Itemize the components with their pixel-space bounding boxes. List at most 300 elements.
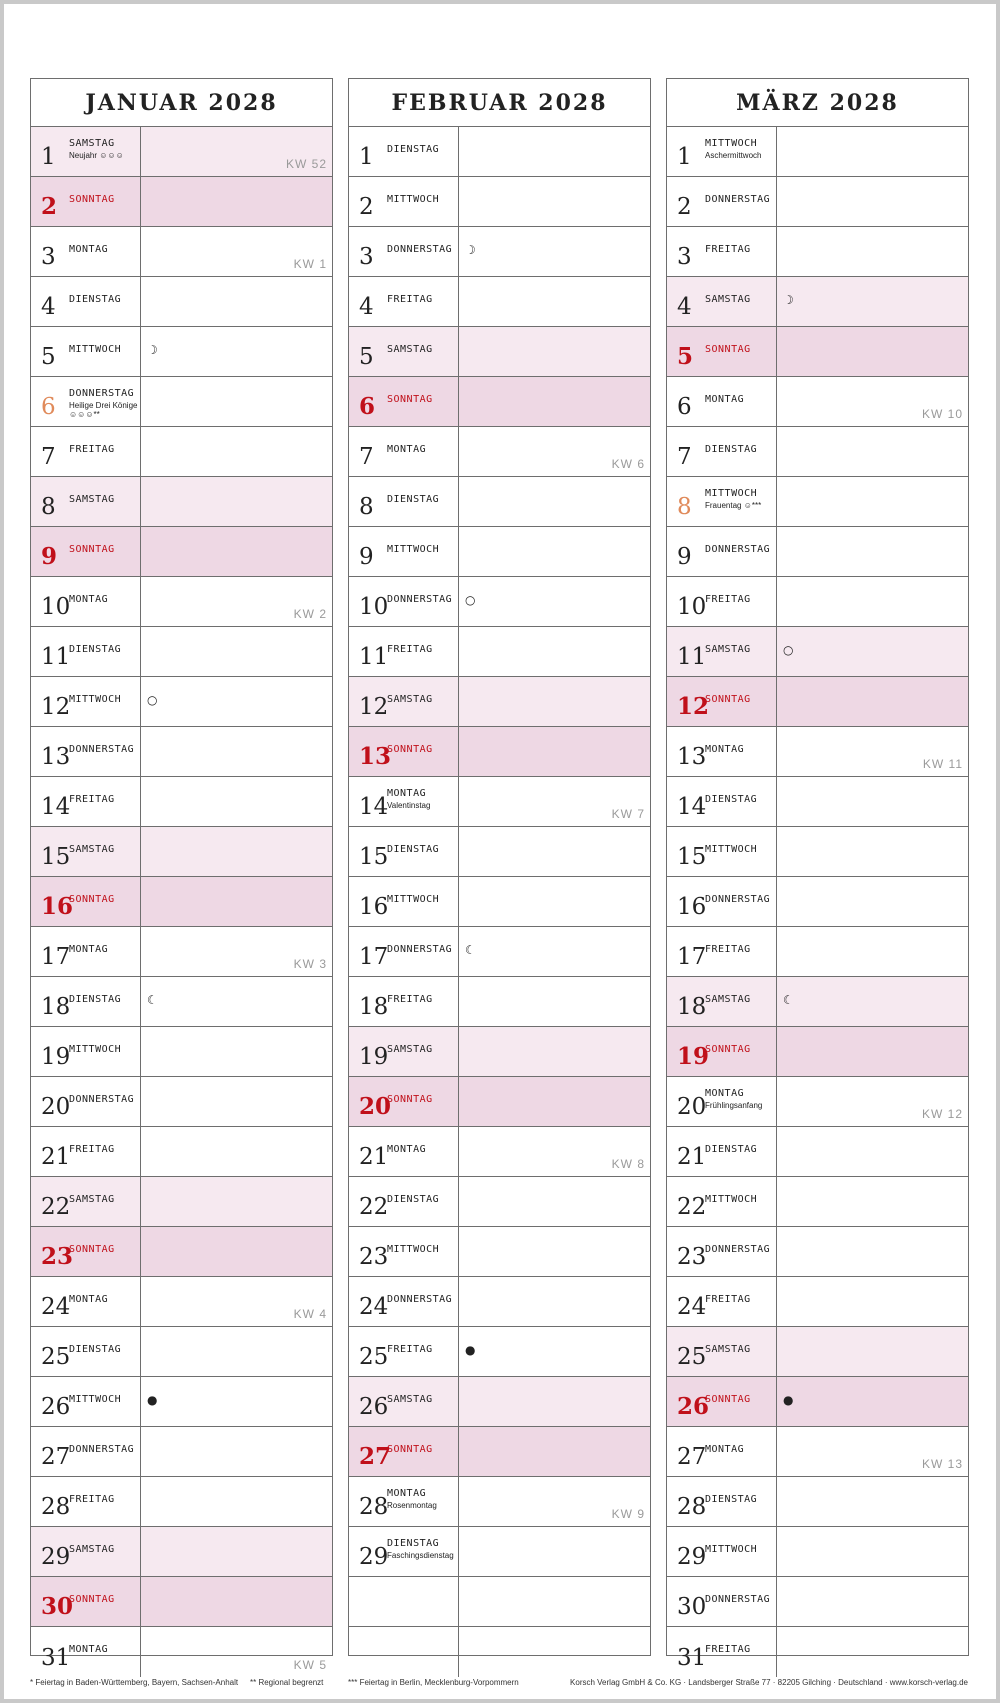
weekday-label: MONTAG	[69, 1294, 109, 1305]
moon-phase-icon: ☽	[465, 243, 476, 257]
day-label-cell	[31, 277, 141, 326]
day-row[interactable]	[31, 777, 332, 827]
footer-note-berlin-mv: *** Feiertag in Berlin, Mecklenburg-Vorpommern	[348, 1678, 519, 1687]
moon-phase-icon: ☽	[783, 293, 794, 307]
weekday-label: MONTAG	[705, 1444, 745, 1455]
day-number: 29	[41, 1544, 71, 1570]
day-label-cell	[31, 1177, 141, 1226]
day-label-cell	[31, 127, 141, 176]
calendar-sheet	[4, 4, 996, 1699]
weekday-label: DONNERSTAG	[69, 1444, 135, 1455]
day-number: 21	[359, 1144, 389, 1170]
weekday-label: MONTAG	[705, 394, 745, 405]
weekday-label: DONNERSTAG	[705, 544, 771, 555]
weekday-label: SAMSTAG	[705, 294, 751, 305]
day-row[interactable]	[667, 127, 968, 177]
day-number: 25	[677, 1344, 707, 1370]
day-number: 10	[41, 594, 71, 620]
day-row[interactable]	[349, 727, 650, 777]
day-number: 28	[359, 1494, 389, 1520]
weekday-label: DIENSTAG	[69, 644, 122, 655]
day-number: 2	[41, 193, 58, 220]
day-row[interactable]	[667, 477, 968, 527]
day-row[interactable]	[31, 177, 332, 227]
week-number: KW 6	[611, 457, 645, 471]
day-number: 20	[677, 1094, 707, 1120]
weekday-label: MONTAG	[69, 944, 109, 955]
day-row[interactable]	[349, 127, 650, 177]
day-number: 18	[41, 994, 71, 1020]
day-row[interactable]	[349, 1577, 650, 1627]
day-row[interactable]	[349, 1427, 650, 1477]
day-number: 18	[677, 994, 707, 1020]
day-row[interactable]	[349, 677, 650, 727]
day-row[interactable]	[31, 277, 332, 327]
day-number: 22	[677, 1194, 707, 1220]
day-label-cell	[349, 1477, 459, 1526]
weekday-label: DONNERSTAG	[387, 244, 453, 255]
day-row[interactable]	[667, 1527, 968, 1577]
day-number: 9	[677, 544, 692, 570]
day-label-cell	[349, 777, 459, 826]
weekday-label: SAMSTAG	[705, 1344, 751, 1355]
day-row[interactable]	[667, 427, 968, 477]
day-row[interactable]	[31, 1077, 332, 1127]
moon-phase-icon: ☾	[147, 993, 158, 1007]
day-row[interactable]	[31, 127, 332, 177]
holiday-note: Frauentag ☺***	[705, 501, 762, 510]
weekday-label: SAMSTAG	[69, 844, 115, 855]
weekday-label: MITTWOCH	[69, 694, 122, 705]
day-label-cell	[31, 1427, 141, 1476]
day-row[interactable]	[31, 227, 332, 277]
week-number: KW 2	[293, 607, 327, 621]
day-number: 22	[41, 1194, 71, 1220]
day-row[interactable]	[667, 777, 968, 827]
day-label-cell	[349, 377, 459, 426]
day-label-cell	[349, 1177, 459, 1226]
moon-phase-icon: ☽	[147, 343, 158, 357]
day-label-cell	[667, 777, 777, 826]
weekday-label: SONNTAG	[69, 544, 115, 555]
day-number: 21	[41, 1144, 71, 1170]
weekday-label: DIENSTAG	[387, 494, 440, 505]
day-row[interactable]	[667, 677, 968, 727]
day-row[interactable]	[667, 1177, 968, 1227]
day-label-cell	[349, 527, 459, 576]
day-row[interactable]	[667, 527, 968, 577]
weekday-label: DIENSTAG	[69, 994, 122, 1005]
day-label-cell	[31, 1077, 141, 1126]
weekday-label: FREITAG	[705, 944, 751, 955]
day-number: 17	[41, 944, 71, 970]
day-row[interactable]	[349, 1327, 650, 1377]
moon-phase-icon: ○	[465, 593, 476, 607]
day-number: 4	[359, 294, 374, 320]
day-row[interactable]	[31, 877, 332, 927]
weekday-label: SONNTAG	[387, 1444, 433, 1455]
day-row[interactable]	[31, 1127, 332, 1177]
weekday-label: SAMSTAG	[387, 1044, 433, 1055]
day-number: 19	[41, 1044, 71, 1070]
day-label-cell	[31, 377, 141, 426]
weekday-label: SONNTAG	[705, 1394, 751, 1405]
day-label-cell	[667, 1527, 777, 1576]
day-number: 30	[41, 1593, 74, 1620]
day-label-cell	[667, 727, 777, 776]
day-row[interactable]	[349, 1627, 650, 1677]
day-label-cell	[667, 477, 777, 526]
week-number: KW 9	[611, 1507, 645, 1521]
day-number: 21	[677, 1144, 707, 1170]
weekday-label: MITTWOCH	[387, 194, 440, 205]
day-label-cell	[667, 327, 777, 376]
weekday-label: DIENSTAG	[705, 1494, 758, 1505]
day-row[interactable]	[667, 1027, 968, 1077]
day-row[interactable]	[31, 1227, 332, 1277]
day-row[interactable]	[31, 577, 332, 627]
weekday-label: SONNTAG	[387, 1094, 433, 1105]
day-row[interactable]	[667, 927, 968, 977]
day-number: 6	[359, 393, 376, 420]
day-label-cell	[667, 1027, 777, 1076]
day-number: 19	[359, 1044, 389, 1070]
day-row[interactable]	[667, 727, 968, 777]
day-label-cell	[31, 1477, 141, 1526]
day-row[interactable]	[667, 177, 968, 227]
day-row[interactable]	[349, 1227, 650, 1277]
holiday-note: Faschingsdienstag	[387, 1551, 454, 1560]
day-label-cell	[349, 927, 459, 976]
weekday-label: FREITAG	[705, 594, 751, 605]
day-number: 20	[359, 1093, 392, 1120]
day-number: 2	[677, 194, 692, 220]
day-label-cell	[349, 577, 459, 626]
day-label-cell	[349, 677, 459, 726]
day-row[interactable]	[349, 627, 650, 677]
day-label-cell	[667, 1427, 777, 1476]
weekday-label: MONTAG	[387, 444, 427, 455]
weekday-label: SONNTAG	[387, 744, 433, 755]
day-number: 13	[41, 744, 71, 770]
weekday-label: SONNTAG	[705, 1044, 751, 1055]
day-row[interactable]	[667, 1477, 968, 1527]
day-number: 19	[677, 1043, 710, 1070]
day-label-cell	[667, 1627, 777, 1677]
weekday-label: SAMSTAG	[387, 1394, 433, 1405]
day-label-cell	[31, 777, 141, 826]
weekday-label: DIENSTAG	[69, 1344, 122, 1355]
weekday-label: SAMSTAG	[69, 1544, 115, 1555]
day-label-cell	[31, 877, 141, 926]
day-number: 26	[41, 1394, 71, 1420]
day-number: 11	[677, 644, 707, 670]
weekday-label: FREITAG	[387, 1344, 433, 1355]
day-row[interactable]	[31, 827, 332, 877]
day-label-cell	[349, 1127, 459, 1176]
day-label-cell	[667, 1277, 777, 1326]
day-label-cell	[349, 827, 459, 876]
day-row[interactable]	[31, 627, 332, 677]
day-row[interactable]	[31, 1527, 332, 1577]
day-row[interactable]	[667, 627, 968, 677]
weekday-label: DONNERSTAG	[69, 1094, 135, 1105]
day-number: 16	[677, 894, 707, 920]
day-row[interactable]	[667, 1327, 968, 1377]
day-label-cell	[667, 1377, 777, 1426]
day-row[interactable]	[31, 477, 332, 527]
holiday-note: Frühlingsanfang	[705, 1101, 763, 1110]
weekday-label: FREITAG	[69, 1494, 115, 1505]
day-label-cell	[31, 627, 141, 676]
weekday-label: MONTAG	[69, 594, 109, 605]
day-row[interactable]	[349, 1377, 650, 1427]
weekday-label: DONNERSTAG	[387, 944, 453, 955]
day-number: 22	[359, 1194, 389, 1220]
day-label-cell	[31, 727, 141, 776]
weekday-label: MITTWOCH	[69, 1394, 122, 1405]
weekday-label: MONTAG	[705, 744, 745, 755]
day-row[interactable]	[667, 1377, 968, 1427]
day-label-cell	[667, 527, 777, 576]
day-label-cell	[349, 727, 459, 776]
day-row[interactable]	[349, 927, 650, 977]
weekday-label: MITTWOCH	[705, 844, 758, 855]
month-column-februar	[348, 78, 651, 1656]
day-label-cell	[667, 1177, 777, 1226]
day-row[interactable]	[667, 377, 968, 427]
day-row[interactable]	[349, 477, 650, 527]
day-label-cell	[349, 877, 459, 926]
day-row[interactable]	[667, 577, 968, 627]
weekday-label: MITTWOCH	[705, 1544, 758, 1555]
day-row[interactable]	[349, 977, 650, 1027]
day-number: 5	[677, 343, 694, 370]
weekday-label: SAMSTAG	[705, 644, 751, 655]
day-label-cell	[667, 927, 777, 976]
day-row[interactable]	[349, 277, 650, 327]
weekday-label: DONNERSTAG	[705, 194, 771, 205]
day-row[interactable]	[667, 1077, 968, 1127]
day-row[interactable]	[31, 1627, 332, 1677]
day-number: 24	[677, 1294, 707, 1320]
day-number: 3	[677, 244, 692, 270]
day-label-cell	[349, 177, 459, 226]
day-row[interactable]	[31, 1177, 332, 1227]
day-number: 2	[359, 194, 374, 220]
weekday-label: SAMSTAG	[69, 494, 115, 505]
day-row[interactable]	[31, 427, 332, 477]
day-number: 9	[359, 544, 374, 570]
weekday-label: DIENSTAG	[705, 794, 758, 805]
day-row[interactable]	[349, 1277, 650, 1327]
day-label-cell	[31, 1627, 141, 1677]
day-row[interactable]	[667, 977, 968, 1027]
weekday-label: SONNTAG	[387, 394, 433, 405]
weekday-label: MITTWOCH	[705, 488, 758, 499]
day-number: 12	[359, 694, 389, 720]
day-row[interactable]	[31, 527, 332, 577]
day-label-cell	[667, 877, 777, 926]
weekday-label: MITTWOCH	[705, 1194, 758, 1205]
day-row[interactable]	[667, 877, 968, 927]
holiday-note: Aschermittwoch	[705, 151, 762, 160]
weekday-label: DIENSTAG	[387, 144, 440, 155]
day-row[interactable]	[349, 327, 650, 377]
day-row[interactable]	[349, 1477, 650, 1527]
weekday-label: DONNERSTAG	[387, 594, 453, 605]
day-label-cell	[31, 1277, 141, 1326]
day-row[interactable]	[667, 1127, 968, 1177]
day-label-cell	[349, 1627, 459, 1677]
day-row[interactable]	[349, 1527, 650, 1577]
day-number: 10	[677, 594, 707, 620]
day-number: 8	[41, 494, 56, 520]
day-number: 4	[41, 294, 56, 320]
day-row[interactable]	[349, 877, 650, 927]
day-row[interactable]	[667, 1227, 968, 1277]
weekday-label: FREITAG	[387, 994, 433, 1005]
day-row[interactable]	[31, 1427, 332, 1477]
weekday-label: FREITAG	[705, 244, 751, 255]
day-label-cell	[349, 1577, 459, 1626]
day-number: 24	[41, 1294, 71, 1320]
day-row[interactable]	[349, 177, 650, 227]
day-row[interactable]	[31, 1327, 332, 1377]
day-number: 4	[677, 294, 692, 320]
week-number: KW 10	[921, 407, 963, 421]
day-number: 20	[41, 1094, 71, 1120]
holiday-note: Heilige Drei Könige ☺☺☺**	[69, 401, 138, 419]
day-label-cell	[349, 477, 459, 526]
day-label-cell	[349, 977, 459, 1026]
month-column-maerz	[666, 78, 969, 1671]
day-number: 26	[359, 1394, 389, 1420]
weekday-label: SONNTAG	[69, 1244, 115, 1255]
day-row[interactable]	[31, 1577, 332, 1627]
day-row[interactable]	[31, 1377, 332, 1427]
day-row[interactable]	[667, 227, 968, 277]
day-number: 3	[359, 244, 374, 270]
day-row[interactable]	[31, 1477, 332, 1527]
day-row[interactable]	[349, 1077, 650, 1127]
holiday-note: Neujahr ☺☺☺	[69, 151, 124, 160]
day-number: 27	[41, 1444, 71, 1470]
weekday-label: SONNTAG	[69, 194, 115, 205]
day-row[interactable]	[31, 1027, 332, 1077]
weekday-label: DIENSTAG	[705, 444, 758, 455]
day-row[interactable]	[31, 327, 332, 377]
day-row[interactable]	[349, 777, 650, 827]
day-label-cell	[667, 1127, 777, 1176]
day-number: 18	[359, 994, 389, 1020]
day-number: 9	[41, 543, 58, 570]
day-label-cell	[667, 577, 777, 626]
day-label-cell	[349, 1227, 459, 1276]
weekday-label: DONNERSTAG	[69, 744, 135, 755]
day-label-cell	[31, 427, 141, 476]
day-number: 10	[359, 594, 389, 620]
day-number: 8	[677, 494, 692, 520]
day-row[interactable]	[349, 1027, 650, 1077]
day-row[interactable]	[349, 1177, 650, 1227]
day-number: 11	[359, 644, 389, 670]
day-row[interactable]	[31, 727, 332, 777]
weekday-label: FREITAG	[69, 444, 115, 455]
day-number: 1	[41, 144, 56, 170]
day-row[interactable]	[349, 377, 650, 427]
weekday-label: MONTAG	[69, 244, 109, 255]
day-row[interactable]	[667, 827, 968, 877]
day-number: 14	[41, 794, 71, 820]
day-row[interactable]	[31, 1277, 332, 1327]
day-row[interactable]	[667, 327, 968, 377]
weekday-label: DONNERSTAG	[705, 1594, 771, 1605]
week-number: KW 1	[293, 257, 327, 271]
day-row[interactable]	[349, 577, 650, 627]
week-number: KW 13	[921, 1457, 963, 1471]
day-row[interactable]	[31, 927, 332, 977]
day-number: 28	[677, 1494, 707, 1520]
day-number: 6	[41, 394, 56, 420]
day-row[interactable]	[349, 427, 650, 477]
weekday-label: MONTAG	[387, 1144, 427, 1155]
day-number: 1	[677, 144, 692, 170]
day-label-cell	[349, 1427, 459, 1476]
day-label-cell	[31, 827, 141, 876]
day-row[interactable]	[667, 1277, 968, 1327]
day-label-cell	[349, 1027, 459, 1076]
day-number: 14	[359, 794, 389, 820]
day-label-cell	[349, 1527, 459, 1576]
day-label-cell	[667, 1477, 777, 1526]
day-row[interactable]	[667, 277, 968, 327]
weekday-label: SONNTAG	[705, 344, 751, 355]
day-label-cell	[31, 1227, 141, 1276]
day-row[interactable]	[349, 227, 650, 277]
day-number: 23	[41, 1243, 74, 1270]
day-row[interactable]	[667, 1627, 968, 1677]
day-row[interactable]	[667, 1577, 968, 1627]
day-row[interactable]	[349, 1127, 650, 1177]
day-label-cell	[667, 1077, 777, 1126]
day-row[interactable]	[349, 827, 650, 877]
day-label-cell	[31, 327, 141, 376]
day-label-cell	[349, 1077, 459, 1126]
day-label-cell	[31, 177, 141, 226]
day-row[interactable]	[31, 377, 332, 427]
day-number: 23	[677, 1244, 707, 1270]
day-label-cell	[667, 277, 777, 326]
day-label-cell	[349, 627, 459, 676]
day-row[interactable]	[31, 977, 332, 1027]
day-number: 27	[677, 1444, 707, 1470]
day-number: 7	[677, 444, 692, 470]
day-rows	[31, 127, 332, 1677]
day-row[interactable]	[349, 527, 650, 577]
day-row[interactable]	[31, 677, 332, 727]
week-number: KW 3	[293, 957, 327, 971]
weekday-label: FREITAG	[705, 1644, 751, 1655]
day-number: 15	[41, 844, 71, 870]
day-number: 15	[677, 844, 707, 870]
day-number: 31	[677, 1645, 707, 1671]
weekday-label: SAMSTAG	[69, 138, 115, 149]
day-row[interactable]	[667, 1427, 968, 1477]
weekday-label: MITTWOCH	[387, 544, 440, 555]
weekday-label: SONNTAG	[69, 894, 115, 905]
day-label-cell	[667, 1577, 777, 1626]
